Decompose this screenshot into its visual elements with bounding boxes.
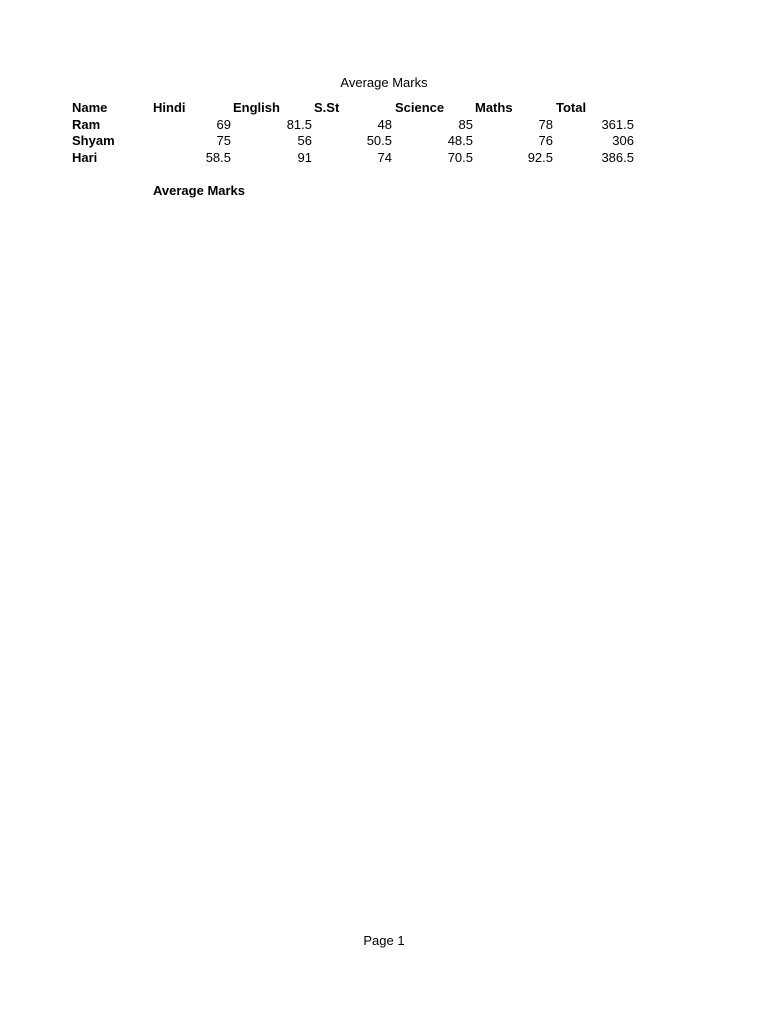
row-name: Hari bbox=[72, 149, 98, 165]
cell-english: 56 bbox=[297, 133, 312, 148]
cell-hindi: 58.5 bbox=[205, 149, 231, 165]
cell-science: 85 bbox=[458, 116, 473, 132]
table-row bbox=[72, 133, 644, 150]
sheet-title: Average Marks bbox=[340, 75, 428, 90]
row-name: Ram bbox=[72, 116, 101, 132]
cell-hindi: 75 bbox=[216, 133, 231, 148]
header-science: Science bbox=[395, 100, 445, 115]
header-maths: Maths bbox=[475, 100, 513, 115]
cell-total: 386.5 bbox=[601, 149, 634, 165]
cell-english: 81.5 bbox=[286, 116, 312, 132]
page-footer: Page 1 bbox=[363, 933, 405, 948]
cell-sst: 50.5 bbox=[366, 133, 392, 148]
cell-maths: 92.5 bbox=[527, 149, 553, 165]
header-total: Total bbox=[556, 100, 587, 115]
marks-table bbox=[72, 100, 644, 166]
table-row bbox=[72, 150, 644, 167]
table-row bbox=[72, 117, 644, 134]
cell-maths: 78 bbox=[538, 116, 553, 132]
cell-total: 361.5 bbox=[601, 116, 634, 132]
header-english: English bbox=[233, 100, 280, 115]
cell-total: 306 bbox=[612, 133, 634, 148]
header-sst: S.St bbox=[314, 100, 340, 115]
cell-science: 70.5 bbox=[447, 149, 473, 165]
cell-sst: 74 bbox=[377, 149, 392, 165]
cell-maths: 76 bbox=[538, 133, 553, 148]
chart-label: Average Marks bbox=[153, 183, 246, 198]
header-hindi: Hindi bbox=[153, 100, 186, 115]
cell-sst: 48 bbox=[377, 116, 392, 132]
cell-english: 91 bbox=[297, 149, 312, 165]
cell-hindi: 69 bbox=[216, 116, 231, 132]
table-header-row bbox=[72, 100, 644, 117]
cell-science: 48.5 bbox=[447, 133, 473, 148]
row-name: Shyam bbox=[72, 133, 115, 148]
header-name: Name bbox=[72, 100, 108, 115]
